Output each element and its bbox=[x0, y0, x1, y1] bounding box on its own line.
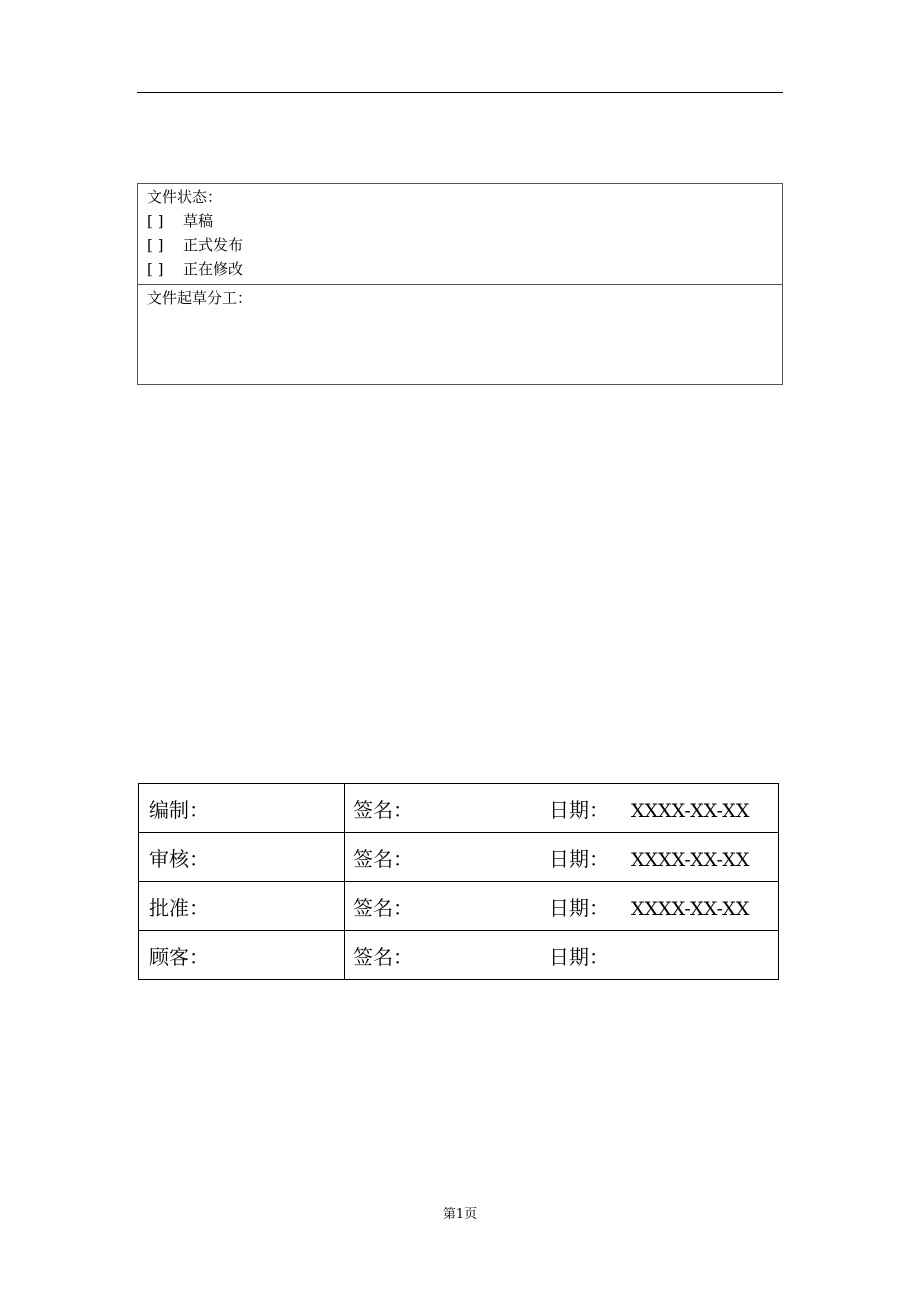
customer-signature-label: 签名： bbox=[353, 944, 413, 969]
reviewed-date-label: 日期： bbox=[549, 846, 609, 871]
published-checkbox[interactable]: [ ] bbox=[147, 236, 164, 254]
approved-signature-date-cell bbox=[345, 882, 779, 931]
reviewed-signature-label: 签名： bbox=[353, 846, 413, 871]
approved-label: 批准： bbox=[139, 882, 345, 931]
header-rule bbox=[137, 92, 783, 93]
status-option-draft[interactable] bbox=[147, 212, 213, 230]
prepared-date-value: XXXX-XX-XX bbox=[631, 799, 750, 822]
document-status-box bbox=[137, 183, 783, 385]
prepared-label: 编制： bbox=[139, 784, 345, 833]
customer-signature-date-cell bbox=[345, 931, 779, 980]
customer-label: 顾客： bbox=[139, 931, 345, 980]
revising-checkbox[interactable]: [ ] bbox=[147, 260, 164, 278]
signoff-row-reviewed bbox=[139, 833, 779, 882]
prepared-date-label: 日期： bbox=[549, 797, 609, 822]
published-label: 正式发布 bbox=[183, 236, 244, 254]
signoff-row-approved bbox=[139, 882, 779, 931]
reviewed-date-value: XXXX-XX-XX bbox=[631, 848, 750, 871]
status-option-revising[interactable] bbox=[147, 260, 243, 278]
prepared-signature-date-cell bbox=[345, 784, 779, 833]
revising-label: 正在修改 bbox=[183, 260, 244, 278]
approved-date-value: XXXX-XX-XX bbox=[631, 897, 750, 920]
status-option-published[interactable] bbox=[147, 236, 243, 254]
reviewed-label: 审核： bbox=[139, 833, 345, 882]
signoff-row-prepared bbox=[139, 784, 779, 833]
approved-date-label: 日期： bbox=[549, 895, 609, 920]
drafting-assignment-heading: 文件起草分工： bbox=[147, 289, 253, 307]
signoff-row-customer bbox=[139, 931, 779, 980]
prepared-signature-label: 签名： bbox=[353, 797, 413, 822]
draft-label: 草稿 bbox=[183, 212, 214, 230]
page-number: 第1页 bbox=[442, 1207, 478, 1222]
file-status-heading: 文件状态： bbox=[147, 188, 223, 206]
drafting-assignment-section bbox=[138, 285, 782, 384]
approved-signature-label: 签名： bbox=[353, 895, 413, 920]
signoff-table bbox=[138, 783, 779, 980]
file-status-section bbox=[138, 184, 782, 285]
draft-checkbox[interactable]: [ ] bbox=[147, 212, 164, 230]
customer-date-label: 日期： bbox=[549, 944, 609, 969]
reviewed-signature-date-cell bbox=[345, 833, 779, 882]
